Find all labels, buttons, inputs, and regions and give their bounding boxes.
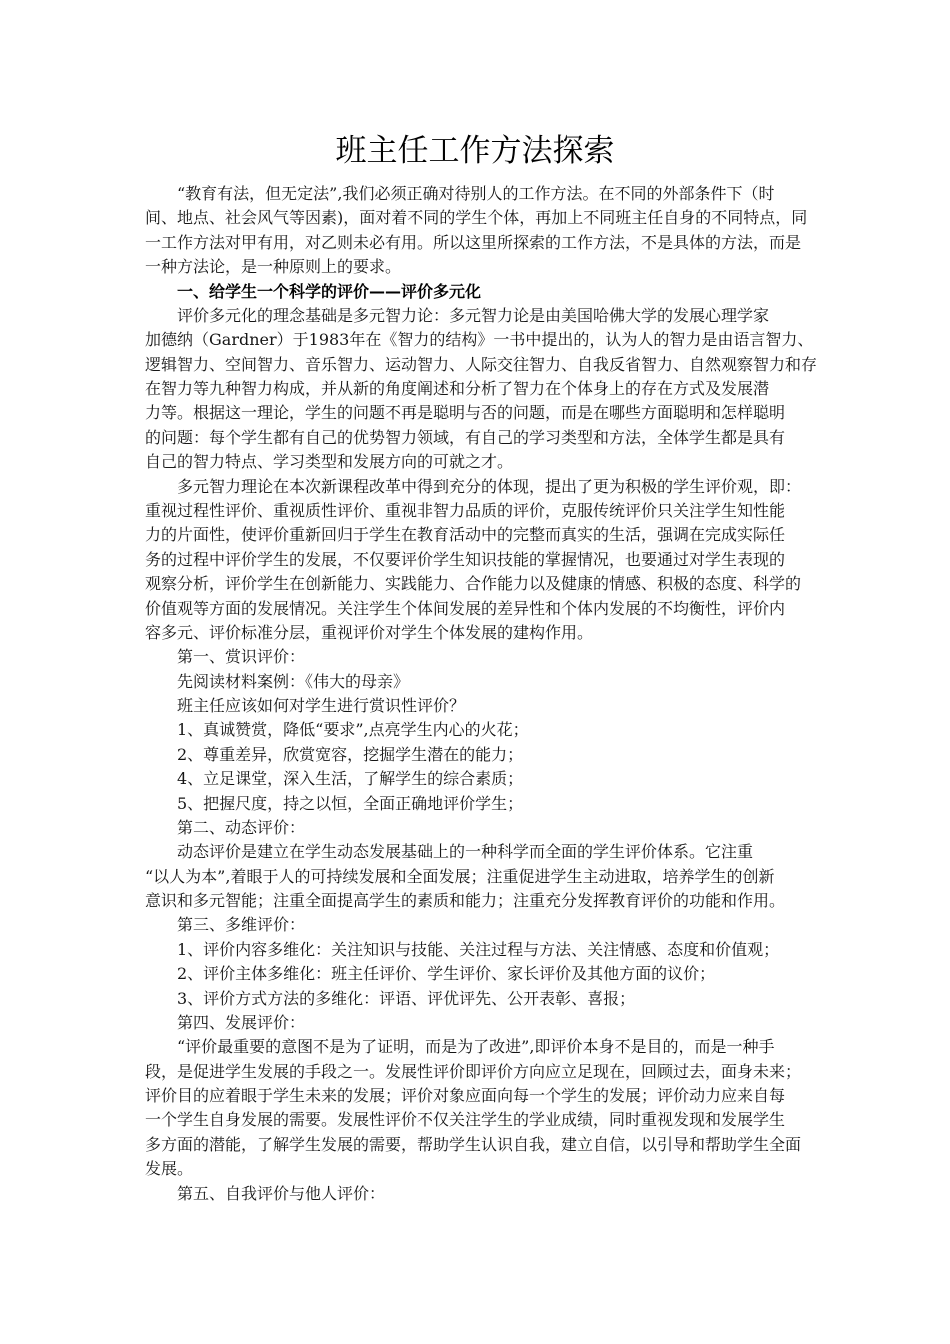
- paragraph-line: 逻辑智力、空间智力、音乐智力、运动智力、人际交往智力、自我反省智力、自然观察智力和存: [145, 354, 818, 374]
- paragraph-line: 观察分析，评价学生在创新能力、实践能力、合作能力以及健康的情感、积极的态度、科学的: [145, 574, 802, 594]
- paragraph-line: 动态评价是建立在学生动态发展基础上的一种科学而全面的学生评价体系。它注重: [145, 842, 754, 862]
- paragraph-line: 一种方法论，是一种原则上的要求。: [145, 257, 402, 277]
- paragraph-line: 加德纳（Gardner）于1983年在《智力的结构》一书中提出的，认为人的智力是由语言智力、: [145, 330, 814, 350]
- paragraph-line: “教育有法，但无定法”,我们必须正确对待别人的工作方法。在不同的外部条件下（时: [145, 184, 775, 203]
- paragraph-line: 1、评价内容多维化：关注知识与技能、关注过程与方法、关注情感、态度和价值观；: [145, 939, 780, 959]
- paragraph-line: 的问题：每个学生都有自己的优势智力领域，有自己的学习类型和方法，全体学生都是具有: [145, 427, 786, 447]
- paragraph-line: 多元智力理论在本次新课程改革中得到充分的体现，提出了更为积极的学生评价观，即：: [145, 476, 802, 496]
- document-title: 班主任工作方法探索: [335, 133, 615, 169]
- paragraph-line: 一工作方法对甲有用，对乙则未必有用。所以这里所探索的工作方法，不是具体的方法，而是: [145, 232, 802, 252]
- paragraph-line: 2、尊重差异，欣赏宽容，挖掘学生潜在的能力；: [145, 744, 524, 764]
- paragraph-line: 3、评价方式方法的多维化：评语、评优评先、公开表彰、喜报；: [145, 988, 636, 1008]
- paragraph-line: 先阅读材料案例：《伟大的母亲》: [145, 671, 410, 691]
- paragraph-line: 4、立足课堂，深入生活，了解学生的综合素质；: [145, 769, 524, 789]
- paragraph-line: 评价多元化的理念基础是多元智力论：多元智力论是由美国哈佛大学的发展心理学家: [145, 305, 770, 325]
- paragraph-line: 务的过程中评价学生的发展，不仅要评价学生知识技能的掌握情况，也要通过对学生表现的: [145, 549, 786, 569]
- paragraph-line: 5、把握尺度，持之以恒，全面正确地评价学生；: [145, 793, 524, 813]
- paragraph-line: “以人为本”,着眼于人的可持续发展和全面发展；注重促进学生主动进取，培养学生的创新: [145, 866, 775, 886]
- paragraph-line: 班主任应该如何对学生进行赏识性评价？: [145, 696, 466, 715]
- paragraph-line: 评价目的应着眼于学生未来的发展；评价对象应面向每一个学生的发展；评价动力应来自每: [145, 1086, 786, 1106]
- paragraph-line: 多方面的潜能，了解学生发展的需要，帮助学生认识自我，建立自信，以引导和帮助学生全面: [145, 1134, 802, 1154]
- paragraph-line: 价值观等方面的发展情况。关注学生个体间发展的差异性和个体内发展的不均衡性，评价内: [145, 598, 786, 618]
- paragraph-line: 第五、自我评价与他人评价：: [145, 1183, 386, 1203]
- paragraph-line: “评价最重要的意图不是为了证明，而是为了改进”,即评价本身不是目的，而是一种手: [145, 1037, 775, 1057]
- paragraph-line: 重视过程性评价、重视质性评价、重视非智力品质的评价，克服传统评价只关注学生知性能: [145, 500, 786, 520]
- paragraph-line: 第一、赏识评价：: [145, 647, 306, 667]
- paragraph-line: 意识和多元智能；注重全面提高学生的素质和能力；注重充分发挥教育评价的功能和作用。: [145, 891, 786, 910]
- section-heading: 一、给学生一个科学的评价——评价多元化: [145, 281, 482, 301]
- paragraph-line: 第四、发展评价：: [145, 1012, 306, 1032]
- paragraph-line: 段，是促进学生发展的手段之一。发展性评价即评价方向应立足现在，回顾过去，面身未来；: [145, 1061, 802, 1081]
- paragraph-line: 力等。根据这一理论，学生的问题不再是聪明与否的问题，而是在哪些方面聪明和怎样聪明: [145, 403, 786, 423]
- paragraph-line: 一个学生自身发展的需要。发展性评价不仅关注学生的学业成绩，同时重视发现和发展学生: [145, 1110, 786, 1130]
- paragraph-line: 第二、动态评价：: [145, 817, 306, 837]
- paragraph-line: 容多元、评价标准分层，重视评价对学生个体发展的建构作用。: [145, 622, 594, 642]
- paragraph-line: 1、真诚赞赏，降低“要求”,点亮学生内心的火花；: [145, 720, 529, 740]
- paragraph-line: 力的片面性，使评价重新回归于学生在教育活动中的完整而真实的生活，强调在完成实际任: [145, 525, 786, 545]
- paragraph-line: 第三、多维评价：: [145, 915, 306, 935]
- paragraph-line: 发展。: [145, 1159, 194, 1179]
- paragraph-line: 在智力等九种智力构成，并从新的角度阐述和分析了智力在个体身上的存在方式及发展潜: [145, 379, 770, 398]
- paragraph-line: 2、评价主体多维化：班主任评价、学生评价、家长评价及其他方面的议价；: [145, 964, 716, 984]
- paragraph-line: 间、地点、社会风气等因素)，面对着不同的学生个体，再加上不同班主任自身的不同特点，同: [145, 208, 808, 228]
- paragraph-line: 自己的智力特点、学习类型和发展方向的可就之才。: [145, 452, 514, 472]
